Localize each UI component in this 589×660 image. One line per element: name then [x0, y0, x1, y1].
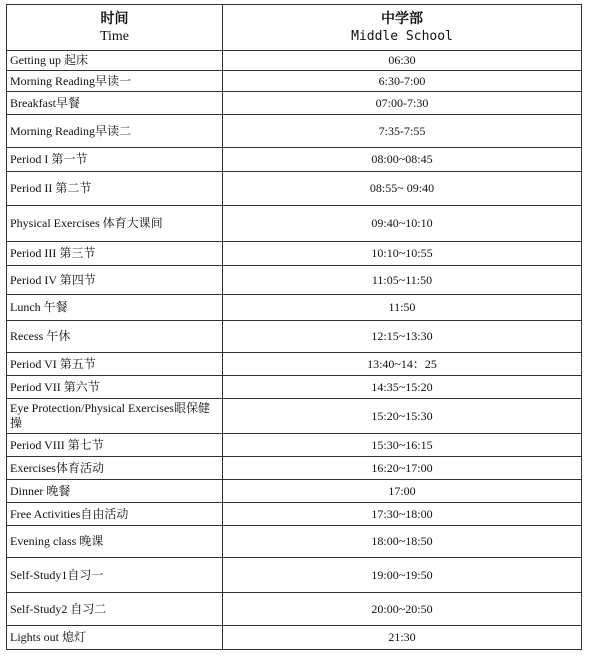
activity-cell: Breakfast早餐 — [7, 92, 223, 115]
table-row — [7, 376, 582, 399]
time-cell: 06:30 — [223, 51, 582, 71]
table-row — [7, 480, 582, 503]
table-row — [7, 242, 582, 266]
time-cell: 08:00~08:45 — [223, 148, 582, 172]
activity-cell: Getting up 起床 — [7, 51, 223, 71]
header-school-zh: 中学部 — [381, 10, 423, 27]
activity-cell: Lunch 午餐 — [7, 295, 223, 321]
time-cell: 16:20~17:00 — [223, 457, 582, 480]
table-row — [7, 503, 582, 526]
time-cell: 17:00 — [223, 480, 582, 503]
time-cell: 19:00~19:50 — [223, 558, 582, 593]
header-time-zh: 时间 — [100, 10, 129, 27]
activity-cell: Period III 第三节 — [7, 242, 223, 266]
header-time — [7, 5, 223, 51]
table-row — [7, 526, 582, 558]
activity-cell: Recess 午休 — [7, 321, 223, 353]
table-row — [7, 115, 582, 148]
time-cell: 11:05~11:50 — [223, 266, 582, 295]
time-cell: 15:30~16:15 — [223, 434, 582, 457]
table-row — [7, 206, 582, 242]
activity-cell: Free Activities自由活动 — [7, 503, 223, 526]
table-row — [7, 148, 582, 172]
time-cell: 17:30~18:00 — [223, 503, 582, 526]
table-row — [7, 399, 582, 434]
activity-cell: Self-Study1自习一 — [7, 558, 223, 593]
activity-cell: Evening class 晚课 — [7, 526, 223, 558]
table-row — [7, 558, 582, 593]
activity-cell: Morning Reading早读一 — [7, 71, 223, 92]
activity-cell: Exercises体育活动 — [7, 457, 223, 480]
table-row — [7, 295, 582, 321]
time-cell: 13:40~14：25 — [223, 353, 582, 376]
table-row — [7, 51, 582, 71]
time-cell: 20:00~20:50 — [223, 593, 582, 626]
time-cell: 6:30-7:00 — [223, 71, 582, 92]
activity-cell: Self-Study2 自习二 — [7, 593, 223, 626]
table-row — [7, 321, 582, 353]
time-cell: 21:30 — [223, 626, 582, 650]
time-cell: 09:40~10:10 — [223, 206, 582, 242]
activity-cell: Period IV 第四节 — [7, 266, 223, 295]
time-cell: 07:00-7:30 — [223, 92, 582, 115]
schedule-document — [6, 4, 581, 650]
activity-cell: Period VI 第五节 — [7, 353, 223, 376]
time-cell: 08:55~ 09:40 — [223, 172, 582, 206]
activity-cell: Lights out 熄灯 — [7, 626, 223, 650]
table-row — [7, 353, 582, 376]
time-cell: 12:15~13:30 — [223, 321, 582, 353]
time-cell: 18:00~18:50 — [223, 526, 582, 558]
table-row — [7, 434, 582, 457]
schedule-table — [6, 4, 582, 650]
time-cell: 7:35-7:55 — [223, 115, 582, 148]
activity-cell: Period II 第二节 — [7, 172, 223, 206]
activity-cell: Morning Reading早读二 — [7, 115, 223, 148]
header-school — [223, 5, 582, 51]
table-row — [7, 593, 582, 626]
header-school-en: Middle School — [351, 28, 453, 44]
activity-cell: Period VIII 第七节 — [7, 434, 223, 457]
table-row — [7, 172, 582, 206]
table-header-row — [7, 5, 582, 51]
activity-cell: Dinner 晚餐 — [7, 480, 223, 503]
table-row — [7, 626, 582, 650]
table-row — [7, 457, 582, 480]
time-cell: 11:50 — [223, 295, 582, 321]
time-cell: 10:10~10:55 — [223, 242, 582, 266]
time-cell: 15:20~15:30 — [223, 399, 582, 434]
activity-cell: Period I 第一节 — [7, 148, 223, 172]
table-row — [7, 71, 582, 92]
table-row — [7, 92, 582, 115]
time-cell: 14:35~15:20 — [223, 376, 582, 399]
activity-cell: Physical Exercises 体育大课间 — [7, 206, 223, 242]
table-row — [7, 266, 582, 295]
activity-cell: Eye Protection/Physical Exercises眼保健操 — [7, 399, 223, 434]
activity-cell: Period VII 第六节 — [7, 376, 223, 399]
header-time-en: Time — [99, 28, 130, 44]
